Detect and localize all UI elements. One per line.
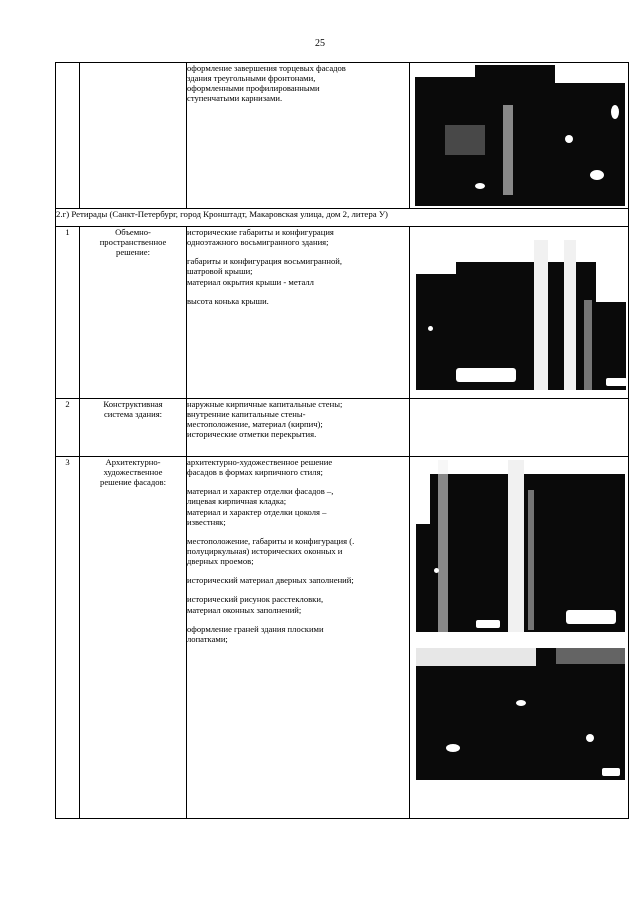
feature-name-line: Конструктивная <box>103 399 163 409</box>
feature-name-line: Объемно- <box>115 227 151 237</box>
feature-name-line: решение фасадов: <box>100 477 166 488</box>
building-photo <box>416 648 625 780</box>
description-line: известняк; <box>187 516 226 527</box>
building-photo <box>416 240 626 390</box>
description-line: полуциркульная) исторических оконных и <box>187 545 343 556</box>
description-line: оформление граней здания плоскими <box>187 623 324 634</box>
description-line: материал оконных заполнений; <box>187 604 302 615</box>
page-number: 25 <box>315 38 325 49</box>
table-row <box>56 399 629 457</box>
feature-name-cell <box>80 63 187 209</box>
description-line: исторические габариты и конфигурация <box>187 227 334 237</box>
description-line: архитектурно-художественное решение <box>187 457 333 467</box>
feature-name-cell <box>80 227 187 399</box>
row-number-cell <box>56 63 80 209</box>
description-line: исторические отметки перекрытия. <box>187 429 317 440</box>
feature-name-line: решение: <box>116 247 150 258</box>
feature-name-cell <box>80 457 187 819</box>
monument-features-table <box>55 62 629 819</box>
row-number: 1 <box>56 227 80 399</box>
description-line: местоположение, габариты и конфигурация (. <box>187 535 355 546</box>
description-line: исторический рисунок расстекловки, <box>187 594 324 605</box>
feature-name-line: система здания: <box>103 409 163 420</box>
row-number: 2 <box>56 399 80 457</box>
feature-description-cell <box>187 63 410 209</box>
table-row <box>56 227 629 399</box>
feature-name-line: художественное <box>103 467 163 478</box>
feature-description-cell <box>187 227 410 399</box>
feature-name-line: Архитектурно- <box>105 457 161 467</box>
description-line: материал и характер отделки цоколя – <box>187 506 327 517</box>
description-line: местоположение, материал (кирпич); <box>187 419 323 430</box>
photo-cell <box>410 227 629 399</box>
description-line: наружные кирпичные капитальные стены; <box>187 399 343 409</box>
description-line: фасадов в формах кирпичного стиля; <box>187 467 323 478</box>
table-row <box>56 457 629 819</box>
photo-cell <box>410 63 629 209</box>
description-line: оформление завершения торцевых фасадов <box>187 63 346 73</box>
description-line: оформленными профилированными <box>187 83 320 94</box>
description-line: исторический материал дверных заполнений; <box>187 575 354 586</box>
description-line: материал и характер отделки фасадов –, <box>187 486 334 497</box>
photo-cell <box>410 399 629 457</box>
description-line: внутренние капитальные стены- <box>187 409 306 420</box>
table-row <box>56 63 629 209</box>
description-line: ступенчатыми карнизами. <box>187 93 283 104</box>
description-line: здания треугольными фронтонами, <box>187 73 316 84</box>
description-line: габариты и конфигурация восьмигранной, <box>187 256 343 267</box>
description-line: одноэтажного восьмигранного здания; <box>187 237 329 248</box>
feature-name-cell <box>80 399 187 457</box>
feature-description-cell <box>187 399 410 457</box>
description-line: лицевая кирпичная кладка; <box>187 496 287 507</box>
building-photo <box>415 65 625 206</box>
photo-cell <box>410 457 629 819</box>
description-line: шатровой крыши; <box>187 266 253 277</box>
feature-name-line: пространственное <box>99 237 167 248</box>
building-photo <box>416 460 625 632</box>
feature-description-cell <box>187 457 410 819</box>
section-heading-row <box>56 209 629 227</box>
row-number: 3 <box>56 457 80 819</box>
description-line: материал окрытия крыши - металл <box>187 276 314 287</box>
description-line: дверных проемов; <box>187 556 254 567</box>
description-line: лопатками; <box>187 633 228 644</box>
description-line: высота конька крыши. <box>187 295 269 306</box>
section-title: 2.г) Ретирады (Санкт-Петербург, город Кронштадт, Макаровская улица, дом 2, литера У) <box>56 209 629 227</box>
